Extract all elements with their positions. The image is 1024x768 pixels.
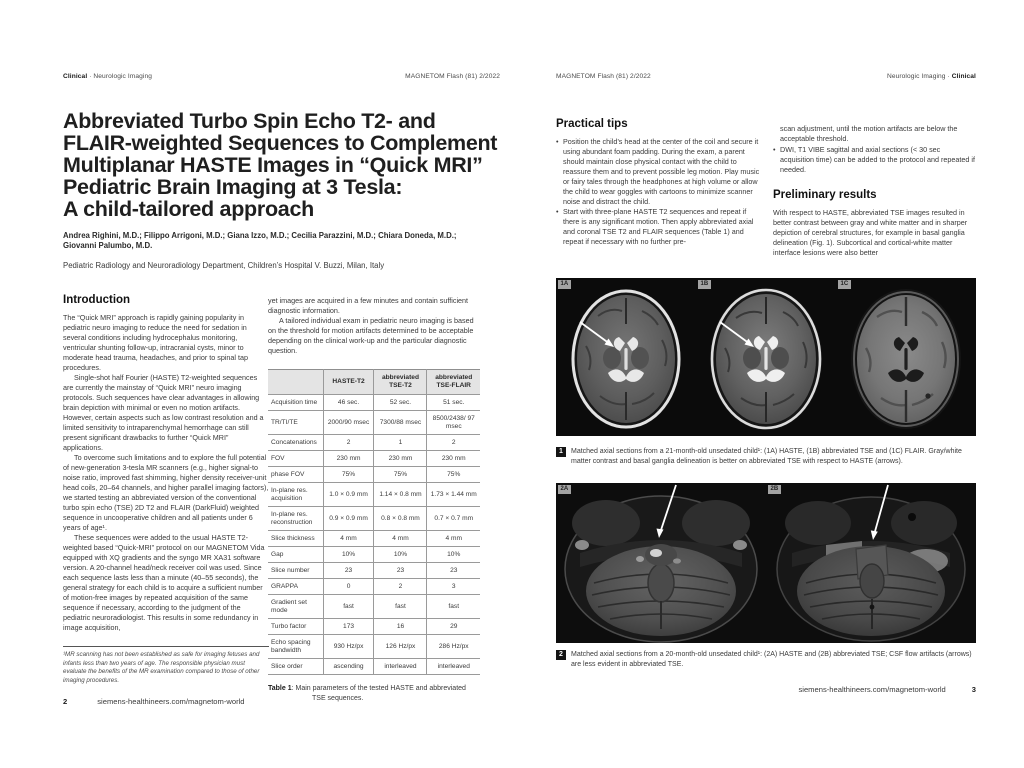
figure-1-number: 1	[556, 447, 566, 457]
paragraph: yet images are acquired in a few minutes and contain sufficient diagnostic information.	[268, 296, 469, 315]
value-tse-t2: 16	[374, 619, 427, 635]
table-row	[268, 531, 480, 547]
header-cell-empty	[268, 370, 323, 395]
value-tse-t2: 23	[374, 563, 427, 579]
row-label: phase FOV	[268, 467, 323, 483]
row-label: Slice order	[268, 659, 323, 675]
article-title-line: A child-tailored approach	[63, 197, 314, 221]
table-row	[268, 483, 480, 507]
row-label: Gap	[268, 547, 323, 563]
value-tse-t2: 2	[374, 579, 427, 595]
author-list	[63, 231, 508, 251]
header-cell-haste: HASTE-T2	[323, 370, 374, 395]
value-haste: 23	[323, 563, 374, 579]
article-title	[63, 110, 513, 220]
value-haste: 1.0 × 0.9 mm	[323, 483, 374, 507]
posterior-fossa-tse-image	[766, 483, 976, 643]
table-row	[268, 451, 480, 467]
figure-1c-label: 1C	[838, 280, 851, 289]
value-tse-t2: 126 Hz/px	[374, 635, 427, 659]
row-label: GRAPPA	[268, 579, 323, 595]
value-haste: 173	[323, 619, 374, 635]
value-haste: 930 Hz/px	[323, 635, 374, 659]
value-tse-t2: 7300/88 msec	[374, 411, 427, 435]
author-line: Giovanni Palumbo, M.D.	[63, 241, 153, 250]
table-row	[268, 635, 480, 659]
row-label: TR/TI/TE	[268, 411, 323, 435]
sequence-parameters-table	[268, 369, 480, 675]
affiliation: Pediatric Radiology and Neuroradiology Department, Children’s Hospital V. Buzzi, Milan, Italy	[63, 261, 385, 270]
row-label: Slice thickness	[268, 531, 323, 547]
left-page-number: 2	[63, 697, 68, 706]
figure-1-caption-text: Matched axial sections from a 21-month-old unsedated child¹: (1A) HASTE, (1B) abbreviated TSE and (1C) FLAIR. Gray/white matter contrast and basal ganglia delineation is better on abbreviated TSE with respect to HASTE (arrows).	[571, 448, 962, 465]
value-tse-t2: interleaved	[374, 659, 427, 675]
practical-tips-bullets-2	[773, 145, 976, 175]
value-haste: 75%	[323, 467, 374, 483]
figure-1	[556, 278, 976, 436]
table-caption: Table 1: Main parameters of the tested HASTE and abbreviated TSE sequences.	[268, 685, 466, 702]
row-label: Slice number	[268, 563, 323, 579]
article-title-line: Abbreviated Turbo Spin Echo T2- and	[63, 109, 436, 133]
table-row	[268, 467, 480, 483]
tip-bullet: • Start with three-plane HASTE T2 sequences and repeat if there is any significant motion. Then apply abbreviated axial and coronal TSE T2 and FLAIR sequences (Table 1) and repeat if necessary with no further pre-	[556, 207, 761, 247]
value-tse-t2: 1	[374, 435, 427, 451]
article-title-line: Pediatric Brain Imaging at 3 Tesla:	[63, 175, 403, 199]
preliminary-results-paragraph: With respect to HASTE, abbreviated TSE images resulted in better contrast between gray and white matter and in sharper depiction of cerebral structures, for example in basal ganglia delineation (Fig. 1). Subcortical and cortical-white matter interface lesions were also better	[773, 208, 968, 257]
right-page-number: 3	[971, 685, 976, 694]
table-row	[268, 435, 480, 451]
figure-1a-panel	[556, 278, 696, 436]
table-row	[268, 595, 480, 619]
paragraph: These sequences were added to the usual HASTE T2-weighted based “Quick-MRI” protocol on our MAGNETOM Vida equipped with XQ gradients and the syngo MR XA31 software version. A 20-channel head/neck receiver coil was used. Since each sequence lasts less than a minute (40–55 seconds), the general strategy for each child is to acquire a sufficient number of motion-free images by repeated acquisition of the same sequence if necessary, according to the judgment of the pediatric neuroradiologist. This results in some redundancy in image acquisition,	[63, 533, 265, 632]
value-haste: 46 sec.	[323, 395, 374, 411]
row-label: In-plane res. acquisition	[268, 483, 323, 507]
brain-mri-tse-image	[696, 278, 836, 436]
value-haste: 2	[323, 435, 374, 451]
value-tse-flair: 8500/2438/ 97 msec	[427, 411, 480, 435]
right-header-section: Neurologic Imaging · Clinical	[886, 73, 976, 80]
header-cell-tse-t2: abbreviated TSE-T2	[374, 370, 427, 395]
value-tse-flair: 4 mm	[427, 531, 480, 547]
introduction-paragraphs	[63, 313, 269, 633]
table-row	[268, 579, 480, 595]
value-tse-flair: 3	[427, 579, 480, 595]
value-tse-flair: 29	[427, 619, 480, 635]
tip-continuation: scan adjustment, until the motion artifacts are below the acceptable threshold.	[780, 124, 958, 143]
value-tse-t2: 230 mm	[374, 451, 427, 467]
figure-1b-label: 1B	[698, 280, 711, 289]
right-header-issue: MAGNETOM Flash (81) 2/2022	[556, 73, 651, 80]
row-label: Turbo factor	[268, 619, 323, 635]
value-tse-flair: 286 Hz/px	[427, 635, 480, 659]
row-label: Gradient set mode	[268, 595, 323, 619]
row-label: Concatenations	[268, 435, 323, 451]
brain-mri-flair-image	[836, 278, 976, 436]
figure-2	[556, 483, 976, 643]
table-row	[268, 563, 480, 579]
left-header-issue: MAGNETOM Flash (81) 2/2022	[405, 73, 500, 80]
value-tse-flair: 51 sec.	[427, 395, 480, 411]
figure-2a-panel	[556, 483, 766, 643]
row-label: Acquisition time	[268, 395, 323, 411]
value-haste: 2000/90 msec	[323, 411, 374, 435]
table-row	[268, 395, 480, 411]
value-haste: 4 mm	[323, 531, 374, 547]
row-label: Echo spacing bandwidth	[268, 635, 323, 659]
left-header-section: Clinical · Neurologic Imaging	[63, 73, 153, 80]
header-cell-tse-flair: abbreviated TSE-FLAIR	[427, 370, 480, 395]
figure-2a-label: 2A	[558, 485, 571, 494]
value-tse-flair: 75%	[427, 467, 480, 483]
value-tse-flair: fast	[427, 595, 480, 619]
figure-2b-panel	[766, 483, 976, 643]
row-label: FOV	[268, 451, 323, 467]
practical-tips-column-1	[556, 118, 761, 247]
paragraph: The “Quick MRI” approach is rapidly gaining popularity in pediatric neuro imaging to reduce the need for sedation in several conditions including hydrocephalus monitoring, ventricular shunting follow-up, intracranial cysts, minor to moderate head trauma, headaches, and prior to spinal tap procedures.	[63, 313, 248, 372]
posterior-fossa-haste-image	[556, 483, 766, 643]
value-tse-flair: 10%	[427, 547, 480, 563]
table-row	[268, 659, 480, 675]
right-page-header	[556, 73, 976, 80]
introduction-paragraphs-cont	[268, 296, 480, 356]
preliminary-results-heading: Preliminary results	[773, 189, 877, 201]
author-line: Andrea Righini, M.D.; Filippo Arrigoni, M.D.; Giana Izzo, M.D.; Cecilia Parazzini, M.D.; Chiara Doneda, M.D.;	[63, 231, 457, 240]
tip-bullet: • Position the child’s head at the center of the coil and secure it using abundant foam padding. During the exam, a parent should maintain close physical contact with the child to reassure them and to prevent possible leg motion. Play music or fairy tales through the headphones at high volume or allow the child to wear goggles with cartoons to minimize scanner noise and distract the child.	[556, 137, 761, 207]
value-haste: ascending	[323, 659, 374, 675]
table-row	[268, 619, 480, 635]
value-tse-flair: 1.73 × 1.44 mm	[427, 483, 480, 507]
table-header-row	[268, 370, 480, 395]
value-tse-t2: 4 mm	[374, 531, 427, 547]
value-haste: 0	[323, 579, 374, 595]
value-tse-flair: interleaved	[427, 659, 480, 675]
intro-column-1	[63, 294, 269, 633]
article-title-line: Multiplanar HASTE Images in “Quick MRI”	[63, 153, 483, 177]
figure-1c-panel	[836, 278, 976, 436]
table-body	[268, 395, 480, 675]
practical-tips-bullets	[556, 137, 761, 247]
figure-1-caption	[556, 447, 976, 466]
left-page-header	[63, 73, 500, 80]
value-haste: 10%	[323, 547, 374, 563]
value-tse-flair: 230 mm	[427, 451, 480, 467]
brain-mri-haste-image	[556, 278, 696, 436]
figure-2-number: 2	[556, 650, 566, 660]
value-haste: fast	[323, 595, 374, 619]
table-row	[268, 411, 480, 435]
paragraph: Single-shot half Fourier (HASTE) T2-weighted sequences are currently the mainstay of “Quick MRI” neuro imaging protocols. Such sequences have clear advantages in allowing brain depiction with minimal or even no motion artifacts. However, certain aspects such as low contrast resolution and a limited sensitivity to intraparenchymal hemorrhage can still present significant drawbacks to further “Quick MRI” applications.	[63, 373, 264, 452]
left-footer-url: siemens-healthineers.com/magnetom-world	[97, 697, 245, 706]
value-tse-t2: 52 sec.	[374, 395, 427, 411]
value-tse-t2: 10%	[374, 547, 427, 563]
value-tse-t2: fast	[374, 595, 427, 619]
figure-2b-label: 2B	[768, 485, 781, 494]
table-header	[268, 370, 480, 395]
tip-bullet: • DWI, T1 VIBE sagittal and axial sections (< 30 sec acquisition time) can be added to the protocol and repeated if needed.	[773, 145, 976, 175]
paragraph: To overcome such limitations and to explore the full potential of new-generation 3-tesla MR scanners (e.g., higher signal-to noise ratio, improved fast shimming, higher density receiver-unit head coils, 20–64 channels, and higher parallel imaging factors), we started testing an abbreviated version of the conventional turbo spin echo (TSE) 2D T2 and FLAIR (DarkFluid) weighted sequence in uncooperative children and all patients under 6 years of age¹.	[63, 453, 269, 532]
figure-1b-panel	[696, 278, 836, 436]
value-haste: 230 mm	[323, 451, 374, 467]
table-row	[268, 507, 480, 531]
table-row	[268, 547, 480, 563]
value-tse-t2: 0.8 × 0.8 mm	[374, 507, 427, 531]
practical-tips-column-2	[773, 124, 976, 258]
figure-2-caption-text: Matched axial sections from a 20-month-old unsedated child¹: (2A) HASTE and (2B) abbreviated TSE; CSF flow artifacts (arrows) are less evident in abbreviated TSE.	[571, 651, 972, 668]
figure-1a-label: 1A	[558, 280, 571, 289]
right-footer-url: siemens-healthineers.com/magnetom-world	[798, 685, 946, 694]
value-haste: 0.9 × 0.9 mm	[323, 507, 374, 531]
value-tse-flair: 2	[427, 435, 480, 451]
footnote: ¹MR scanning has not been established as safe for imaging fetuses and infants less than two years of age. The responsible physician must evaluate the benefits of the MR examination compared to those of other imaging procedures.	[63, 646, 269, 685]
figure-2-caption	[556, 650, 976, 669]
article-title-line: FLAIR-weighted Sequences to Complement	[63, 131, 498, 155]
practical-tips-heading: Practical tips	[556, 118, 628, 130]
value-tse-flair: 0.7 × 0.7 mm	[427, 507, 480, 531]
row-label: In-plane res. reconstruction	[268, 507, 323, 531]
value-tse-t2: 75%	[374, 467, 427, 483]
right-page-footer	[556, 685, 976, 694]
value-tse-t2: 1.14 × 0.8 mm	[374, 483, 427, 507]
value-tse-flair: 23	[427, 563, 480, 579]
paragraph: A tailored individual exam in pediatric neuro imaging is based on the threshold for motion artifacts determined to be acceptable depending on the clinical work-up and the particular diagnostic question.	[268, 316, 474, 355]
introduction-heading: Introduction	[63, 294, 131, 306]
intro-column-2	[268, 296, 480, 703]
